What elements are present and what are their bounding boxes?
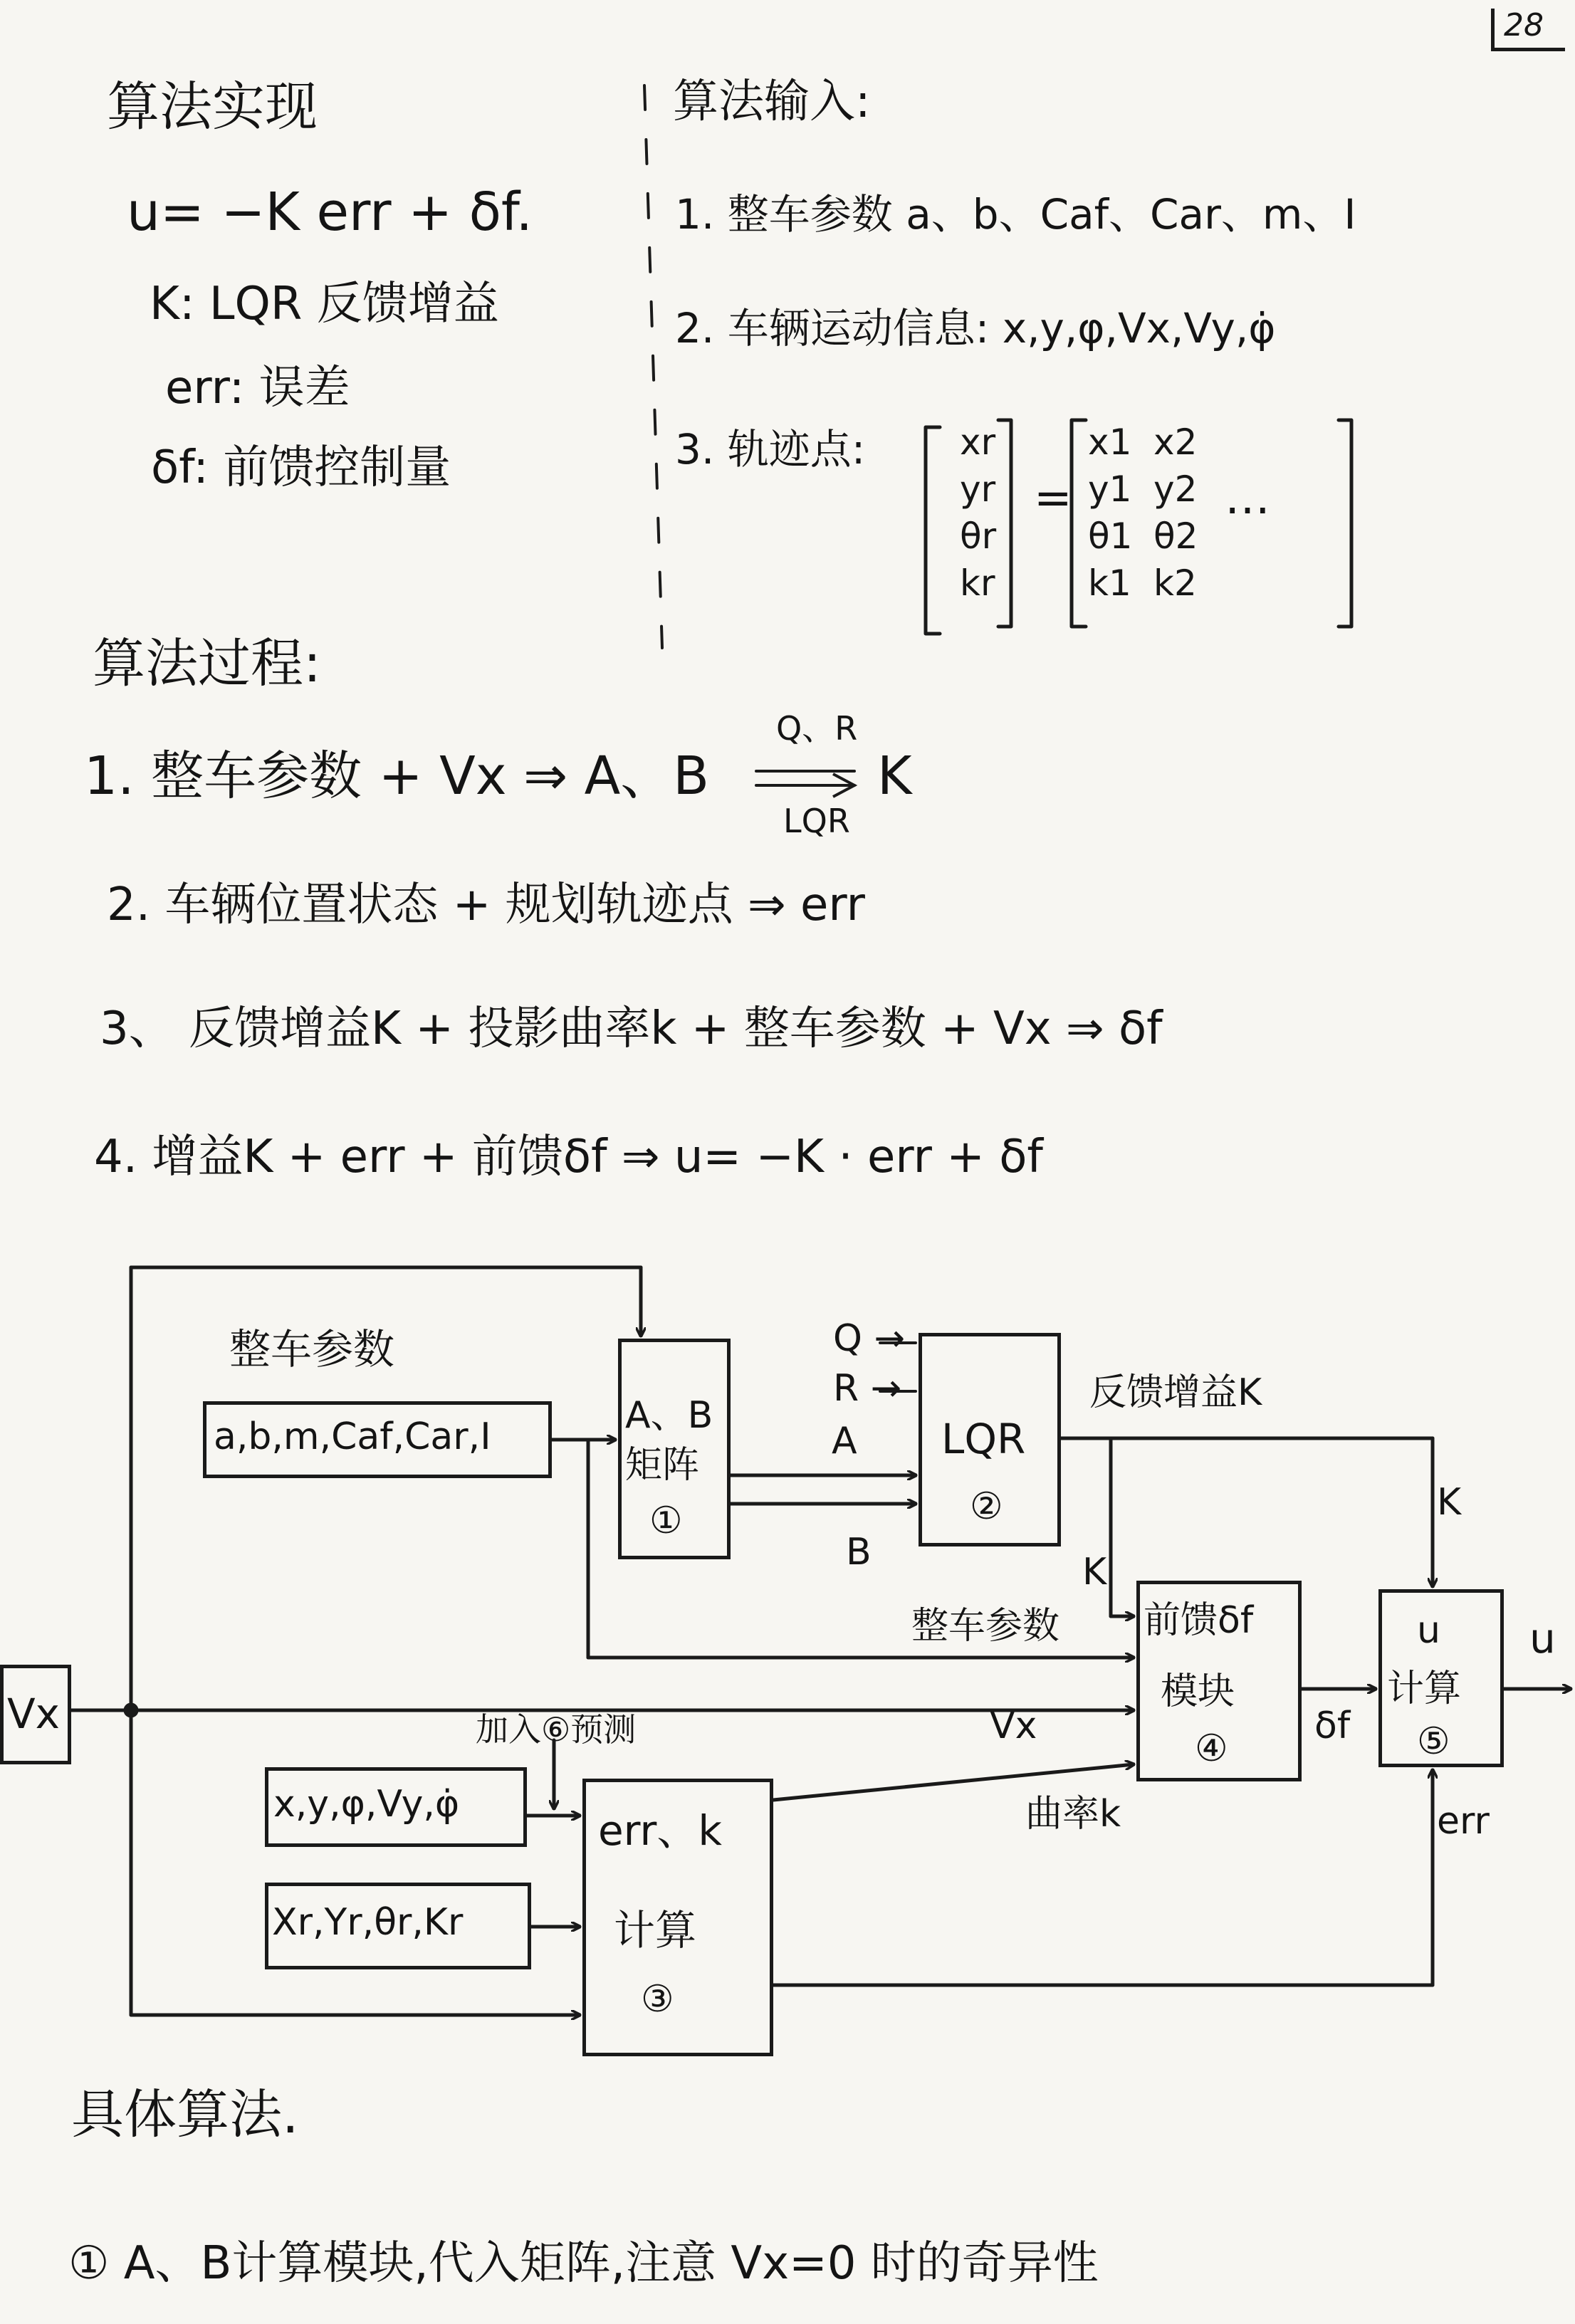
- specific-item-1: ① A、B计算模块,代入矩阵,注意 Vx=0 时的奇异性: [68, 2237, 1099, 2290]
- implementation-title: 算法实现: [107, 76, 318, 137]
- ff-block-line2: 模块: [1161, 1670, 1235, 1713]
- matrix-ellipsis: …: [1225, 472, 1270, 525]
- ab-block-number: ①: [649, 1499, 683, 1542]
- ab-block-line2: 矩阵: [625, 1444, 700, 1487]
- matrix-cell: y1: [1088, 469, 1132, 510]
- matrix-rhs-bracket-right: [1339, 420, 1351, 627]
- u-block-line2: 计算: [1387, 1668, 1462, 1710]
- b-signal-label: B: [846, 1531, 872, 1574]
- process-step1-arrow-top: Q、R: [776, 709, 858, 748]
- k-right-label: K: [1437, 1481, 1462, 1524]
- specific-title: 具体算法.: [71, 2084, 299, 2145]
- matrix-cell: k1: [1088, 562, 1131, 604]
- vehicle-state-values: x,y,φ,Vy,φ̇: [273, 1783, 460, 1826]
- matrix-rhs-bracket-left: [1072, 420, 1086, 627]
- ff-block-line1: 前馈δf: [1144, 1599, 1254, 1642]
- r-input-label: R →: [833, 1367, 902, 1410]
- delta-f-label: δf: [1314, 1705, 1351, 1747]
- u-output-label: u: [1529, 1614, 1556, 1663]
- matrix-lhs-bracket-right: [998, 420, 1011, 627]
- input-motion-info: 2. 车辆运动信息: x,y,φ,Vx,Vy,φ̇: [675, 304, 1276, 352]
- process-step1-arrow-bottom: LQR: [783, 802, 850, 840]
- matrix-cell: θ2: [1153, 515, 1198, 557]
- process-step1: 1. 整车参数 + Vx ⇒ A、B: [84, 745, 710, 807]
- control-law-formula: u= −K err + δf.: [127, 182, 533, 243]
- matrix-lhs-bracket-left: [926, 427, 940, 634]
- q-input-label: Q →: [833, 1317, 906, 1360]
- ab-block-line1: A、B: [625, 1394, 713, 1437]
- curvature-to-ff: [773, 1764, 1134, 1800]
- k-mid-label: K: [1082, 1551, 1107, 1593]
- err-block-number: ③: [641, 1978, 674, 2021]
- matrix-lhs-cell: xr: [960, 422, 996, 463]
- vehicle-params-label: 整车参数: [229, 1325, 395, 1373]
- inputs-title: 算法输入:: [673, 75, 871, 128]
- ff-block-number: ④: [1195, 1727, 1228, 1770]
- curvature-label: 曲率k: [1025, 1793, 1121, 1836]
- process-step1-result: K: [877, 745, 912, 807]
- err-block-line1: err、k: [598, 1806, 722, 1855]
- add-predict-label: 加入⑥预测: [476, 1710, 637, 1749]
- matrix-cell: k2: [1153, 562, 1197, 604]
- vx-mid-label: Vx: [990, 1705, 1037, 1747]
- section-separator: [644, 85, 662, 648]
- lqr-block-label: LQR: [941, 1415, 1026, 1463]
- process-step3: 3、 反馈增益K + 投影曲率k + 整车参数 + Vx ⇒ δf: [100, 1003, 1163, 1055]
- process-title: 算法过程:: [93, 633, 321, 694]
- matrix-lhs-cell: kr: [960, 562, 995, 604]
- matrix-lhs-cell: θr: [960, 515, 997, 557]
- definition-err: err: 误差: [165, 362, 350, 414]
- page-number: 28: [1504, 7, 1544, 43]
- err-label: err: [1437, 1800, 1490, 1843]
- matrix-cell: x2: [1153, 422, 1198, 463]
- feedback-gain-label: 反馈增益K: [1089, 1371, 1262, 1414]
- a-signal-label: A: [832, 1420, 857, 1462]
- input-trajectory-points: 3. 轨迹点:: [675, 425, 866, 473]
- matrix-cell: x1: [1088, 422, 1132, 463]
- process-step4: 4. 增益K + err + 前馈δf ⇒ u= −K · err + δf: [94, 1131, 1043, 1183]
- params-mid-label: 整车参数: [911, 1605, 1060, 1648]
- vx-input-label: Vx: [7, 1690, 61, 1738]
- u-block-number: ⑤: [1417, 1720, 1450, 1763]
- matrix-equals: =: [1034, 472, 1072, 525]
- matrix-cell: θ1: [1088, 515, 1133, 557]
- matrix-cell: y2: [1153, 469, 1198, 510]
- definition-k: K: LQR 反馈增益: [150, 278, 499, 330]
- vehicle-params-values: a,b,m,Caf,Car,I: [214, 1415, 491, 1458]
- matrix-lhs-cell: yr: [960, 469, 996, 510]
- lqr-block-number: ②: [970, 1485, 1003, 1528]
- trajectory-values: Xr,Yr,θr,Kr: [272, 1901, 464, 1944]
- process-step2: 2. 车辆位置状态 + 规划轨迹点 ⇒ err: [107, 879, 865, 931]
- u-block-line1: u: [1417, 1609, 1440, 1652]
- definition-deltaf: δf: 前馈控制量: [151, 441, 451, 494]
- err-block-line2: 计算: [614, 1906, 697, 1954]
- input-vehicle-params: 1. 整车参数 a、b、Caf、Car、m、I: [675, 190, 1356, 239]
